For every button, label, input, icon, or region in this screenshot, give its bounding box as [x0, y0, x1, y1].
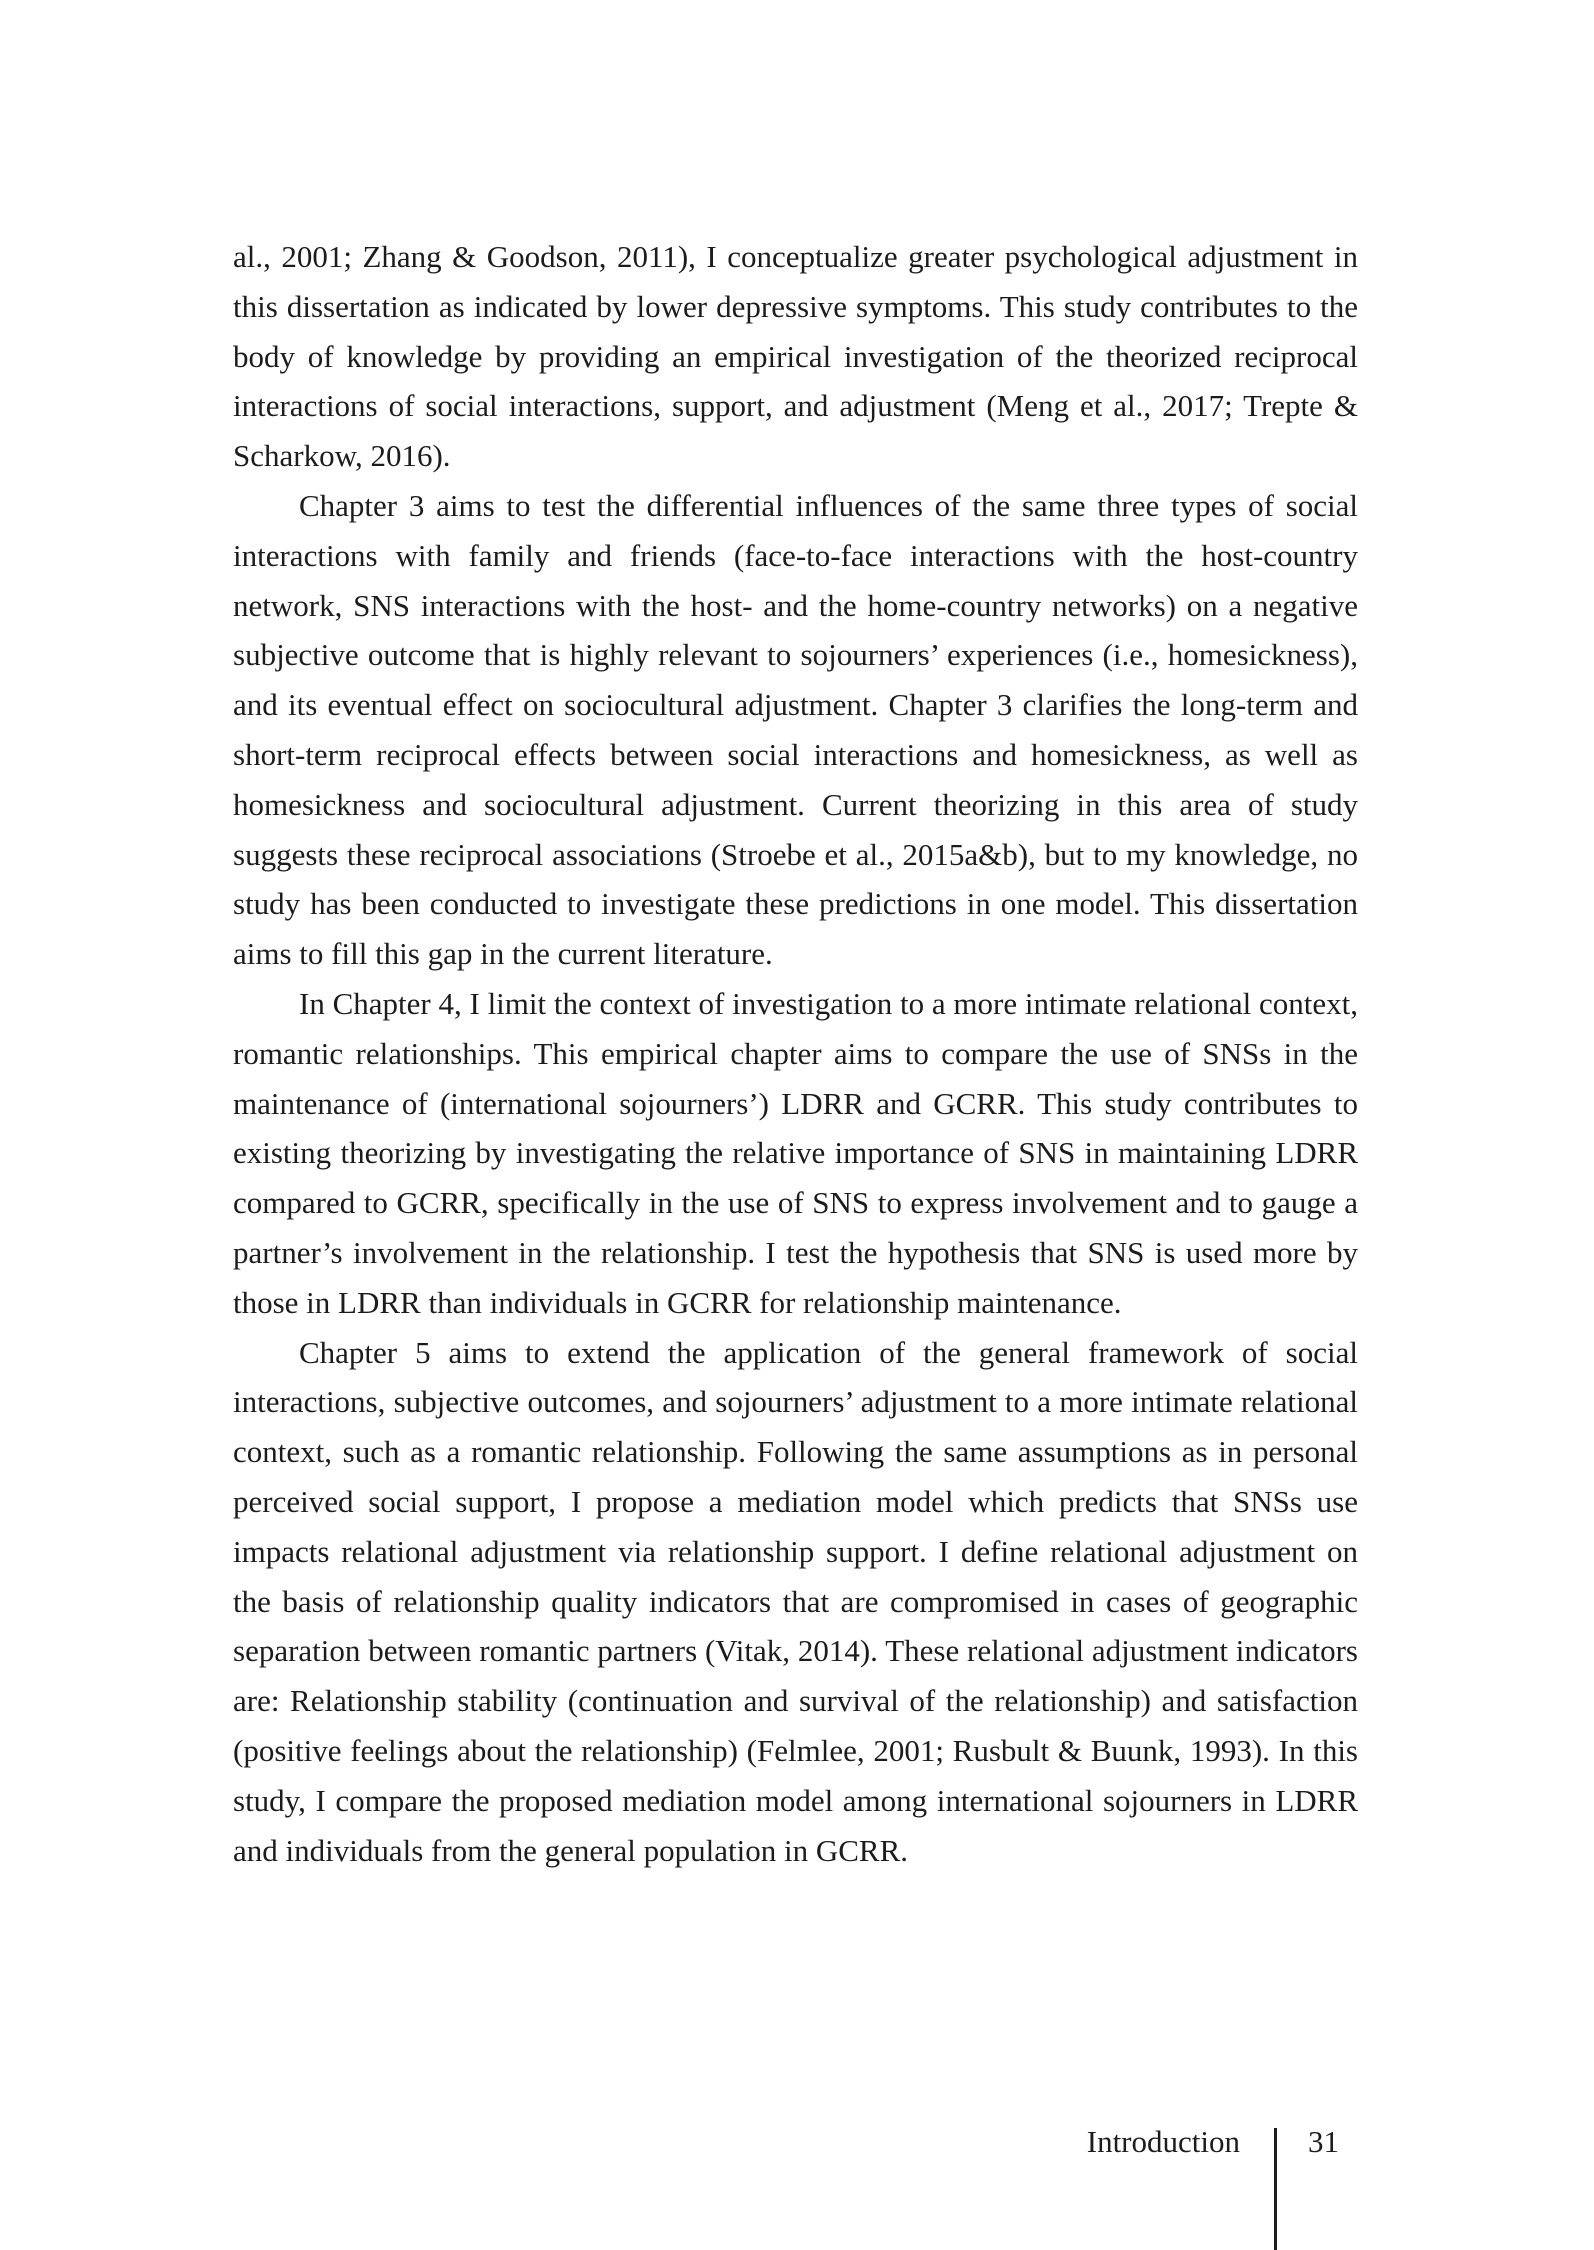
running-head: Introduction	[1086, 2124, 1240, 2159]
body-text	[233, 232, 1358, 1875]
paragraph-3: In Chapter 4, I limit the context of investigation to a more intimate relational context, romantic relationships. This empirical chapter aims to compare the use of SNSs in the maintenance of (international sojourners’) LDRR and GCRR. This study contributes to existing theorizing by investigating the relative importance of SNS in maintaining LDRR compared to GCRR, specifically in the use of SNS to express involvement and to gauge a partner’s involvement in the relationship. I test the hypothesis that SNS is used more by those in LDRR than individuals in GCRR for relationship maintenance.	[233, 985, 1358, 1320]
paragraph-4: Chapter 5 aims to extend the application of the general framework of social interactions, subjective outcomes, and sojourners’ adjustment to a more intimate relational context, such as a romantic relationship. Following the same assumptions as in personal perceived social support, I propose a mediation model which predicts that SNSs use impacts relational adjustment via relationship support. I define relational adjustment on the basis of relationship quality indicators that are compromised in cases of geographic separation between romantic partners (Vitak, 2014). These relational adjustment indicators are: Relationship stability (continuation and survival of the relationship) and satisfaction (positive feelings about the relationship) (Felmlee, 2001; Rusbult & Buunk, 1993). In this study, I compare the proposed mediation model among international sojourners in LDRR and individuals from the general population in GCRR.	[233, 1334, 1358, 1868]
footer-divider	[1274, 2128, 1277, 2250]
page-number: 31	[1308, 2124, 1339, 2159]
paragraph-2: Chapter 3 aims to test the differential influences of the same three types of social interactions with family and friends (face-to-face interactions with the host-country network, SNS interactions with the host- and the home-country networks) on a negative subjective outcome that is highly relevant to sojourners’ experiences (i.e., homesickness), and its eventual effect on sociocultural adjustment. Chapter 3 clarifies the long-term and short-term reciprocal effects between social interactions and homesickness, as well as homesickness and sociocultural adjustment. Current theorizing in this area of study suggests these reciprocal associations (Stroebe et al., 2015a&b), but to my knowledge, no study has been conducted to investigate these predictions in one model. This dissertation aims to fill this gap in the current literature.	[233, 487, 1358, 972]
paragraph-1: al., 2001; Zhang & Goodson, 2011), I conceptualize greater psychological adjustment in this dissertation as indicated by lower depressive symptoms. This study contributes to the body of knowledge by providing an empirical investigation of the theorized reciprocal interactions of social interactions, support, and adjustment (Meng et al., 2017; Trepte & Scharkow, 2016).	[233, 239, 1358, 474]
